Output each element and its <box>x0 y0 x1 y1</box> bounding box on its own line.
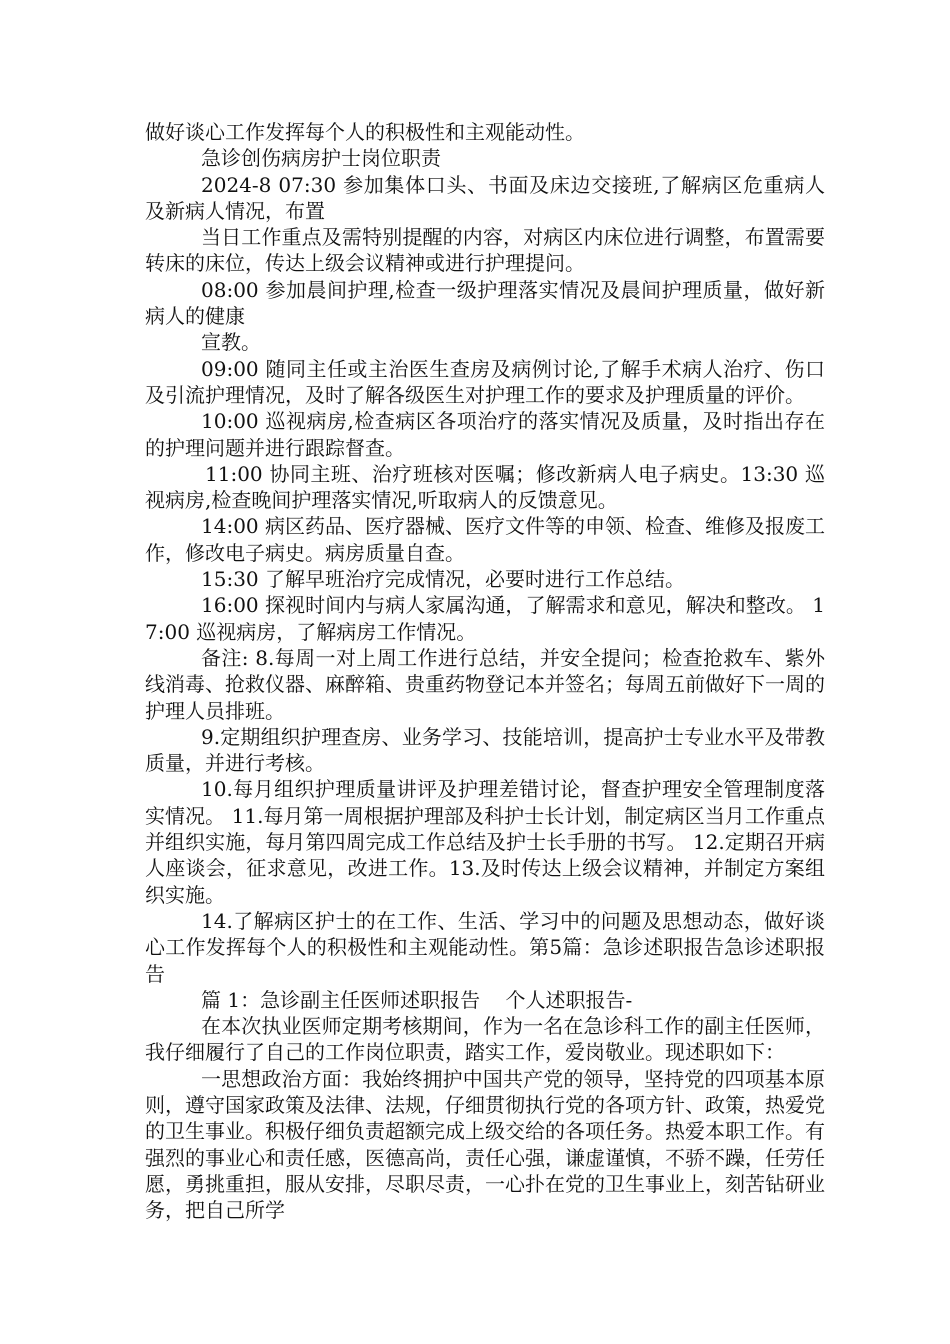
paragraph: 宣教。 <box>201 330 261 355</box>
paragraph: 急诊创伤病房护士岗位职责 <box>201 146 441 171</box>
paragraph: 备注: 8.每周一对上周工作进行总结，并安全提问；检查抢救车、紫外线消毒、抢救仪器、麻醉箱、贵重药物登记本并签名；每周五前做好下一周的护理人员排班。 <box>145 645 825 723</box>
paragraph: 15:30 了解早班治疗完成情况，必要时进行工作总结。 <box>201 567 685 592</box>
paragraph: 一思想政治方面：我始终拥护中国共产党的领导，坚持党的四项基本原则，遵守国家政策及法律、法规，仔细贯彻执行党的各项方针、政策，热爱党的卫生事业。积极仔细负责超额完成上级交给的各项任务。热爱本职工作。有强烈的事业心和责任感，医德高尚，责任心强，谦虚谨慎，不骄不躁，任劳任愿，勇挑重担，服从安排，尽职尽责，一心扑在党的卫生事业上，刻苦钻研业务，把自己所学 <box>145 1066 825 1223</box>
paragraph: 16:00 探视时间内与病人家属沟通，了解需求和意见，解决和整改。 17:00 巡视病房，了解病房工作情况。 <box>145 593 825 644</box>
paragraph: 做好谈心工作发挥每个人的积极性和主观能动性。 <box>145 120 585 144</box>
paragraph: 08:00 参加晨间护理,检查一级护理落实情况及晨间护理质量，做好新病人的健康 <box>145 277 825 329</box>
paragraph: 09:00 随同主任或主治医生查房及病例讨论,了解手术病人治疗、伤口及引流护理情况，及时了解各级医生对护理工作的要求及护理质量的评价。 <box>145 356 825 407</box>
paragraph: 篇 1：急诊副主任医师述职报告 个人述职报告- <box>201 987 633 1012</box>
paragraph: 10:00 巡视病房,检查病区各项治疗的落实情况及质量，及时指出存在的护理问题并进行跟踪督查。 <box>145 409 825 460</box>
paragraph: 当日工作重点及需特别提醒的内容，对病区内床位进行调整，布置需要转床的床位，传达上级会议精神或进行护理提问。 <box>145 225 825 276</box>
paragraph: 9.定期组织护理查房、业务学习、技能培训，提高护士专业水平及带教质量，并进行考核。 <box>145 724 825 776</box>
paragraph: 10.每月组织护理质量讲评及护理差错讨论，督查护理安全管理制度落实情况。 11.每月第一周根据护理部及科护士长计划，制定病区当月工作重点并组织实施，每月第四周完成工作总结及护士长手册的书写。 12.定期召开病人座谈会，征求意见，改进工作。13.及时传达上级会议精神，并制定方案组织实施。 <box>145 777 825 907</box>
paragraph: 2024-8 07:30 参加集体口头、书面及床边交接班,了解病区危重病人及新病人情况，布置 <box>145 172 825 223</box>
paragraph: 在本次执业医师定期考核期间，作为一名在急诊科工作的副主任医师，我仔细履行了自己的工作岗位职责，踏实工作，爱岗敬业。现述职如下： <box>145 1014 825 1065</box>
paragraph: 14.了解病区护士的在工作、生活、学习中的问题及思想动态，做好谈心工作发挥每个人的积极性和主观能动性。第5篇：急诊述职报告急诊述职报告 <box>145 908 825 986</box>
paragraph: 11:00 协同主班、治疗班核对医嘱；修改新病人电子病史。13:30 巡视病房,检查晚间护理落实情况,听取病人的反馈意见。 <box>145 461 825 513</box>
document-body <box>145 119 825 1223</box>
paragraph: 14:00 病区药品、医疗器械、医疗文件等的申领、检查、维修及报废工作，修改电子病史。病房质量自查。 <box>145 514 825 565</box>
